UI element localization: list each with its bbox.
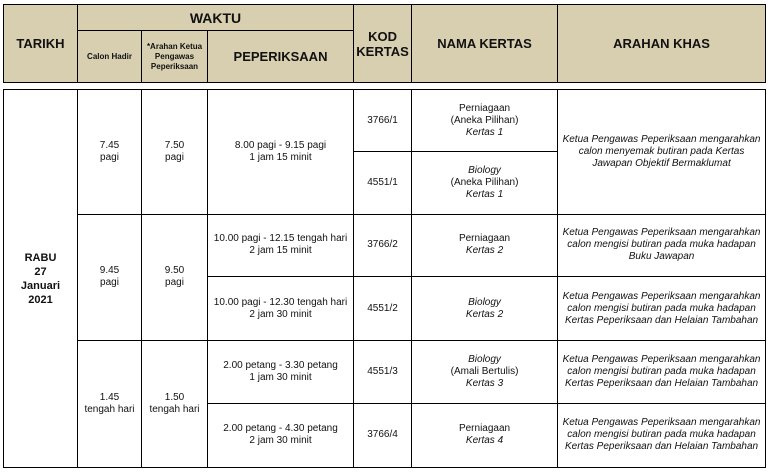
kod-kertas-cell: 3766/4 [354, 403, 412, 467]
subject-name: Biology [468, 296, 501, 308]
arahan-ketua-time: 1.50 [164, 392, 185, 404]
calon-hadir-time: 7.45 [99, 139, 120, 151]
arahan-khas-cell: Ketua Pengawas Peperiksaan mengarahkan calon mengisi butiran pada muka hadapan Kertas Peperiksaan dan Helaian Tambahan [558, 341, 766, 403]
peperiksaan-time-6 [208, 403, 354, 467]
calon-hadir-time: 1.45 [99, 392, 120, 404]
header-kod-line-2: KERTAS [356, 43, 409, 59]
arahan-khas-cell: Ketua Pengawas Peperiksaan mengarahkan calon mengisi butiran pada muka hadapan Kertas Peperiksaan dan Helaian Tambahan [558, 276, 766, 340]
kod-kertas-cell: 4551/2 [354, 276, 412, 340]
subject-format: (Aneka Pilihan) [450, 177, 519, 188]
time-range: 10.00 pagi - 12.15 tengah hari [213, 233, 348, 245]
nama-kertas-cell [412, 403, 558, 467]
date-cell [4, 90, 78, 468]
header-arahan-khas: ARAHAN KHAS [558, 5, 766, 83]
time-range: 8.00 pagi - 9.15 pagi [234, 139, 327, 151]
duration: 2 jam 15 minit [249, 245, 312, 257]
duration: 1 jam 30 minit [249, 371, 312, 383]
arahan-ketua-period: tengah hari [149, 404, 200, 416]
arahan-ketua-time: 9.50 [164, 265, 185, 277]
spacer-row [4, 83, 766, 90]
arahan-khas-cell: Ketua Pengawas Peperiksaan mengarahkan calon mengisi butiran pada muka hadapan Buku Jawapan [558, 214, 766, 276]
time-range: 2.00 petang - 4.30 petang [223, 423, 338, 435]
paper-number: Kertas 1 [465, 126, 504, 138]
kod-kertas-cell: 4551/1 [354, 152, 412, 214]
arahan-ketua-session-3 [142, 341, 208, 468]
header-nama-kertas: NAMA KERTAS [412, 5, 558, 83]
kod-kertas-cell: 4551/3 [354, 341, 412, 403]
header-kod-line-1: KOD [368, 28, 397, 44]
time-range: 2.00 petang - 3.30 petang [223, 359, 338, 371]
arahan-ketua-time: 7.50 [164, 139, 185, 151]
subject-name: Biology [468, 165, 501, 176]
subject-name: Perniagaan [458, 423, 511, 435]
duration: 1 jam 15 minit [249, 151, 312, 163]
arahan-ketua-period: pagi [165, 151, 184, 163]
nama-kertas-cell [412, 341, 558, 403]
header-tarikh: TARIKH [4, 5, 78, 83]
calon-hadir-period: pagi [100, 277, 119, 289]
subject-format: (Amali Bertulis) [450, 365, 519, 377]
arahan-ketua-period: pagi [165, 277, 184, 289]
paper-number: Kertas 2 [465, 308, 504, 320]
date-year: 2021 [28, 293, 53, 306]
date-month: Januari [20, 279, 61, 292]
subject-name: Perniagaan [458, 233, 511, 245]
header-calon-hadir: Calon Hadir [78, 31, 142, 83]
nama-kertas-cell [412, 214, 558, 276]
nama-kertas-cell [412, 276, 558, 340]
date-num: 27 [34, 265, 47, 278]
nama-kertas-cell [412, 90, 558, 152]
calon-hadir-session-3 [78, 341, 142, 468]
calon-hadir-session-1 [78, 90, 142, 215]
calon-hadir-period: pagi [100, 151, 119, 163]
paper-number: Kertas 2 [465, 245, 504, 257]
exam-schedule-table [3, 4, 766, 468]
header-peperiksaan: PEPERIKSAAN [208, 31, 354, 83]
peperiksaan-time-1 [208, 90, 354, 215]
header-waktu: WAKTU [78, 5, 354, 31]
paper-number: Kertas 4 [465, 435, 504, 447]
kod-kertas-cell: 3766/1 [354, 90, 412, 152]
header-arahan-ketua: *Arahan Ketua Pengawas Peperiksaan [142, 31, 208, 83]
date-day: RABU [24, 251, 57, 264]
subject-name: Perniagaan [458, 102, 511, 114]
arahan-khas-cell: Ketua Pengawas Peperiksaan mengarahkan calon mengisi butiran pada muka hadapan Kertas Peperiksaan dan Helaian Tambahan [558, 403, 766, 467]
peperiksaan-time-4 [208, 276, 354, 340]
arahan-ketua-session-2 [142, 214, 208, 341]
kod-kertas-cell: 3766/2 [354, 214, 412, 276]
calon-hadir-period: tengah hari [84, 404, 135, 416]
duration: 2 jam 30 minit [249, 435, 312, 447]
arahan-ketua-session-1 [142, 90, 208, 215]
arahan-khas-cell: Ketua Pengawas Peperiksaan mengarahkan calon menyemak butiran pada Kertas Jawapan Objektif Bermaklumat [558, 90, 766, 215]
nama-kertas-cell [412, 152, 558, 214]
duration: 2 jam 30 minit [249, 308, 312, 320]
peperiksaan-time-3 [208, 214, 354, 276]
calon-hadir-time: 9.45 [99, 265, 120, 277]
paper-number: Kertas 1 [465, 189, 504, 200]
calon-hadir-session-2 [78, 214, 142, 341]
header-kod-kertas [354, 5, 412, 83]
paper-number: Kertas 3 [465, 377, 504, 389]
subject-name: Biology [468, 353, 501, 365]
peperiksaan-time-5 [208, 341, 354, 403]
subject-format: (Aneka Pilihan) [450, 114, 519, 126]
time-range: 10.00 pagi - 12.30 tengah hari [213, 296, 348, 308]
